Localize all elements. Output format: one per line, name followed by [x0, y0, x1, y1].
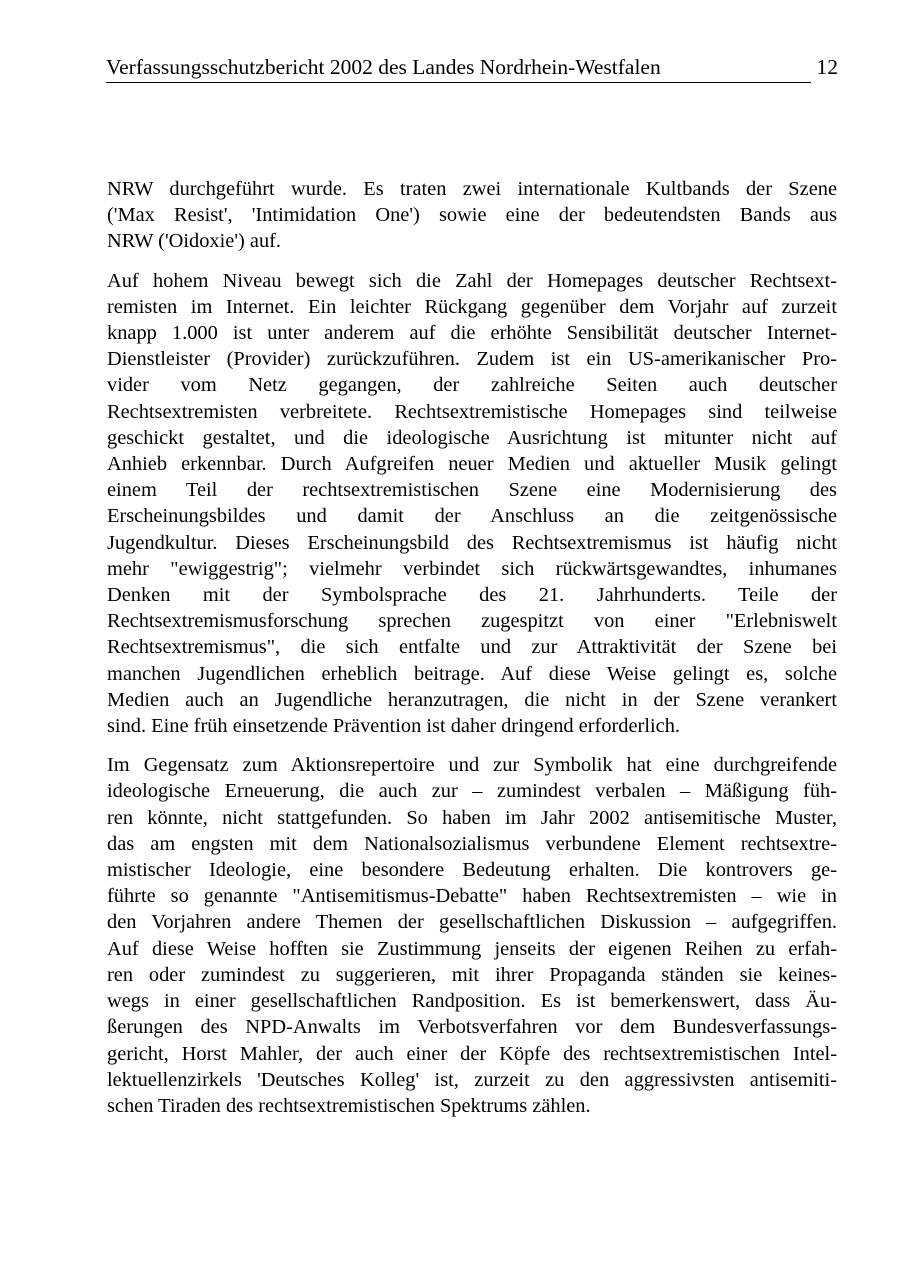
text-line: Dienstleister (Provider) zurückzuführen. Zudem ist ein US-amerikanischer Pro-	[107, 348, 837, 371]
text-line: Auf diese Weise hofften sie Zustimmung jenseits der eigenen Reihen zu erfah-	[107, 937, 837, 960]
text-line: Im Gegensatz zum Aktionsrepertoire und zur Symbolik hat eine durchgreifende	[107, 754, 837, 777]
text-line: mehr "ewiggestrig"; vielmehr verbindet sich rückwärtsgewandtes, inhumanes	[107, 557, 837, 580]
text-line: Jugendkultur. Dieses Erscheinungsbild des Rechtsextremismus ist häufig nicht	[107, 531, 837, 554]
text-line: Rechtsextremismus", die sich entfalte und zur Attraktivität der Szene bei	[107, 636, 837, 659]
text-line: ('Max Resist', 'Intimidation One') sowie eine der bedeutendsten Bands aus	[107, 204, 837, 227]
text-line: geschickt gestaltet, und die ideologische Ausrichtung ist mitunter nicht auf	[107, 426, 837, 449]
paragraph-3	[107, 752, 837, 1119]
text-line: Anhieb erkennbar. Durch Aufgreifen neuer Medien und aktueller Musik gelingt	[107, 453, 837, 476]
text-line: ren könnte, nicht stattgefunden. So haben im Jahr 2002 antisemitische Muster,	[107, 806, 837, 829]
text-line: NRW ('Oidoxie') auf.	[107, 230, 282, 253]
text-line: gericht, Horst Mahler, der auch einer der Köpfe des rechtsextremistischen Intel-	[107, 1042, 837, 1065]
paragraph-1	[107, 176, 837, 255]
text-line: führte so genannte "Antisemitismus-Debatte" haben Rechtsextremisten – wie in	[107, 885, 837, 908]
paragraph-2	[107, 268, 837, 740]
text-line: wegs in einer gesellschaftlichen Randposition. Es ist bemerkenswert, dass Äu-	[107, 990, 837, 1013]
text-line: ideologische Erneuerung, die auch zur – zumindest verbalen – Mäßigung füh-	[107, 780, 837, 803]
text-line: vider vom Netz gegangen, der zahlreiche Seiten auch deutscher	[107, 374, 837, 397]
text-line: ßerungen des NPD-Anwalts im Verbotsverfahren vor dem Bundesverfassungs-	[107, 1016, 837, 1039]
text-line: sind. Eine früh einsetzende Prävention ist daher dringend erforderlich.	[107, 715, 681, 738]
text-line: Rechtsextremismusforschung sprechen zugespitzt von einer "Erlebniswelt	[107, 610, 837, 633]
page-number: 12	[816, 55, 838, 79]
text-line: mistischer Ideologie, eine besondere Bedeutung erhalten. Die kontrovers ge-	[107, 859, 837, 882]
text-line: remisten im Internet. Ein leichter Rückgang gegenüber dem Vorjahr auf zurzeit	[107, 295, 837, 318]
body-text	[107, 176, 837, 1132]
text-line: ren oder zumindest zu suggerieren, mit ihrer Propaganda ständen sie keines-	[107, 963, 837, 986]
header-title: Verfassungsschutzbericht 2002 des Landes Nordrhein-Westfalen	[106, 55, 661, 79]
text-line: schen Tiraden des rechtsextremistischen Spektrums zählen.	[107, 1094, 591, 1117]
text-line: NRW durchgeführt wurde. Es traten zwei internationale Kultbands der Szene	[107, 178, 837, 200]
text-line: Rechtsextremisten verbreitete. Rechtsextremistische Homepages sind teilweise	[107, 400, 837, 423]
text-line: Auf hohem Niveau bewegt sich die Zahl der Homepages deutscher Rechtsext-	[107, 269, 837, 292]
text-line: einem Teil der rechtsextremistischen Szene eine Modernisierung des	[107, 479, 837, 502]
page-header	[106, 54, 838, 84]
header-divider	[106, 82, 811, 83]
text-line: den Vorjahren andere Themen der gesellschaftlichen Diskussion – aufgegriffen.	[107, 911, 837, 934]
text-line: Erscheinungsbildes und damit der Anschluss an die zeitgenössische	[107, 505, 837, 528]
text-line: Denken mit der Symbolsprache des 21. Jahrhunderts. Teile der	[107, 584, 837, 607]
text-line: Medien auch an Jugendliche heranzutragen, die nicht in der Szene verankert	[107, 688, 837, 711]
text-line: das am engsten mit dem Nationalsozialismus verbundene Element rechtsextre-	[107, 832, 837, 855]
text-line: knapp 1.000 ist unter anderem auf die erhöhte Sensibilität deutscher Internet-	[107, 322, 837, 345]
text-line: lektuellenzirkels 'Deutsches Kolleg' ist, zurzeit zu den aggressivsten antisemiti-	[107, 1068, 837, 1091]
text-line: manchen Jugendlichen erheblich beitrage. Auf diese Weise gelingt es, solche	[107, 662, 837, 685]
